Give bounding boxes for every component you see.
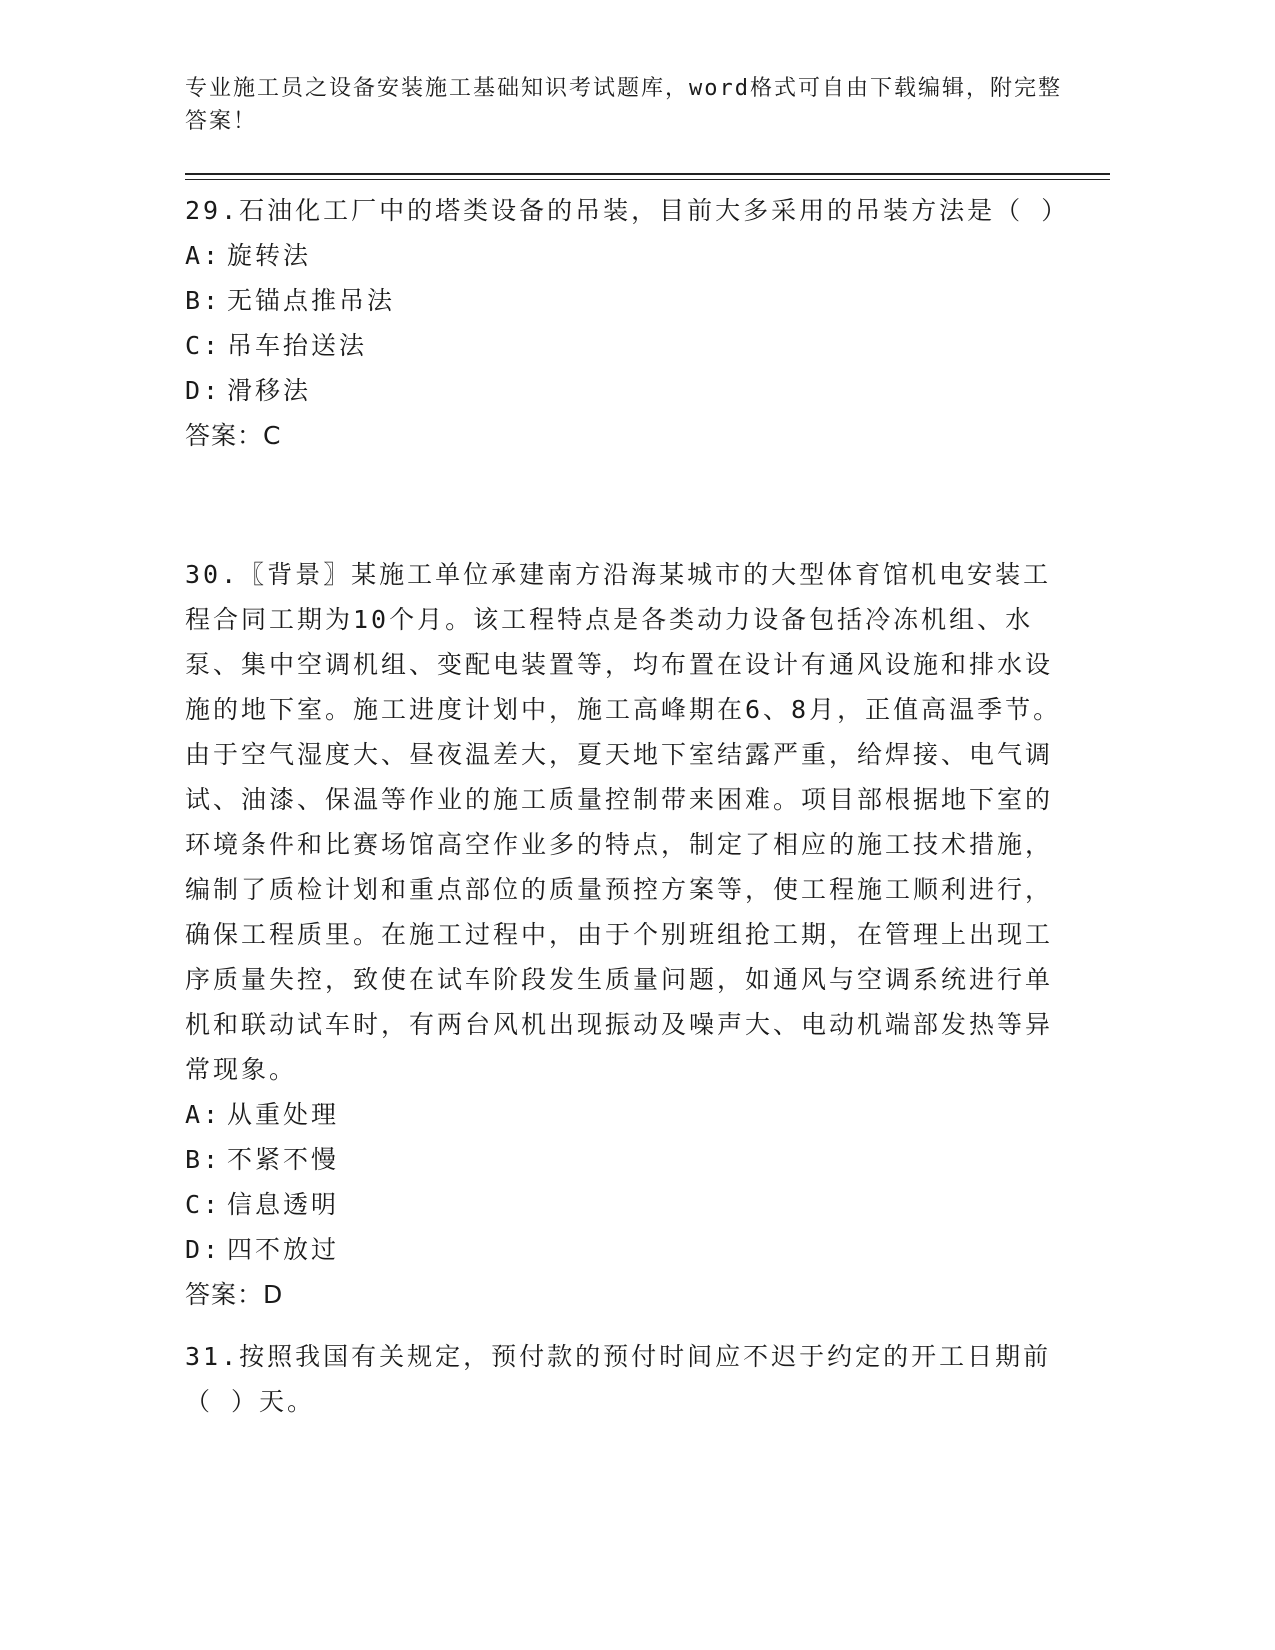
option-a <box>185 233 1065 278</box>
option-text: 无锚点推吊法 <box>227 286 396 315</box>
option-text: 吊车抬送法 <box>227 331 368 360</box>
option-text: 从重处理 <box>227 1100 340 1129</box>
option-d <box>185 368 1065 413</box>
option-letter: C: <box>185 331 222 360</box>
option-a <box>185 1092 1065 1137</box>
option-c <box>185 1182 1065 1227</box>
option-text: 四不放过 <box>227 1235 340 1264</box>
option-letter: A: <box>185 241 222 270</box>
option-letter: D: <box>185 376 222 405</box>
header-divider-thick <box>185 173 1110 175</box>
option-text: 旋转法 <box>227 241 312 270</box>
question-stem: 30.〖背景〗某施工单位承建南方沿海某城市的大型体育馆机电安装工程合同工期为10个月。该工程特点是各类动力设备包括冷冻机组、水泵、集中空调机组、变配电装置等，均布置在设计有通风设施和排水设施的地下室。施工进度计划中，施工高峰期在6、8月，正值高温季节。由于空气湿度大、昼夜温差大，夏天地下室结露严重，给焊接、电气调试、油漆、保温等作业的施工质量控制带来困难。项目部根据地下室的环境条件和比赛场馆高空作业多的特点，制定了相应的施工技术措施，编制了质检计划和重点部位的质量预控方案等，使工程施工顺利进行，确保工程质里。在施工过程中，由于个别班组抢工期，在管理上出现工序质量失控，致使在试车阶段发生质量问题，如通风与空调系统进行单机和联动试车时，有两台风机出现振动及噪声大、电动机端部发热等异常现象。 <box>185 560 1062 1084</box>
option-letter: D: <box>185 1235 222 1264</box>
question-31 <box>185 1334 1065 1424</box>
question-30 <box>185 552 1065 1317</box>
option-d <box>185 1227 1065 1272</box>
option-letter: C: <box>185 1190 222 1219</box>
option-text: 信息透明 <box>227 1190 340 1219</box>
question-29 <box>185 188 1070 458</box>
question-stem: 29.石油化工厂中的塔类设备的吊装，目前大多采用的吊装方法是（ ） <box>185 196 1070 225</box>
option-letter: B: <box>185 1145 222 1174</box>
option-text: 滑移法 <box>227 376 312 405</box>
option-letter: B: <box>185 286 222 315</box>
option-letter: A: <box>185 1100 222 1129</box>
option-b <box>185 1137 1065 1182</box>
answer-line: 答案：C <box>185 421 282 450</box>
document-header: 专业施工员之设备安装施工基础知识考试题库，word格式可自由下载编辑，附完整答案！ <box>185 76 1062 134</box>
answer-line: 答案：D <box>185 1280 284 1309</box>
option-text: 不紧不慢 <box>227 1145 340 1174</box>
option-c <box>185 323 1065 368</box>
question-stem: 31.按照我国有关规定，预付款的预付时间应不迟于约定的开工日期前（ ）天。 <box>185 1342 1052 1416</box>
option-b <box>185 278 1065 323</box>
header-divider-thin <box>185 179 1110 180</box>
